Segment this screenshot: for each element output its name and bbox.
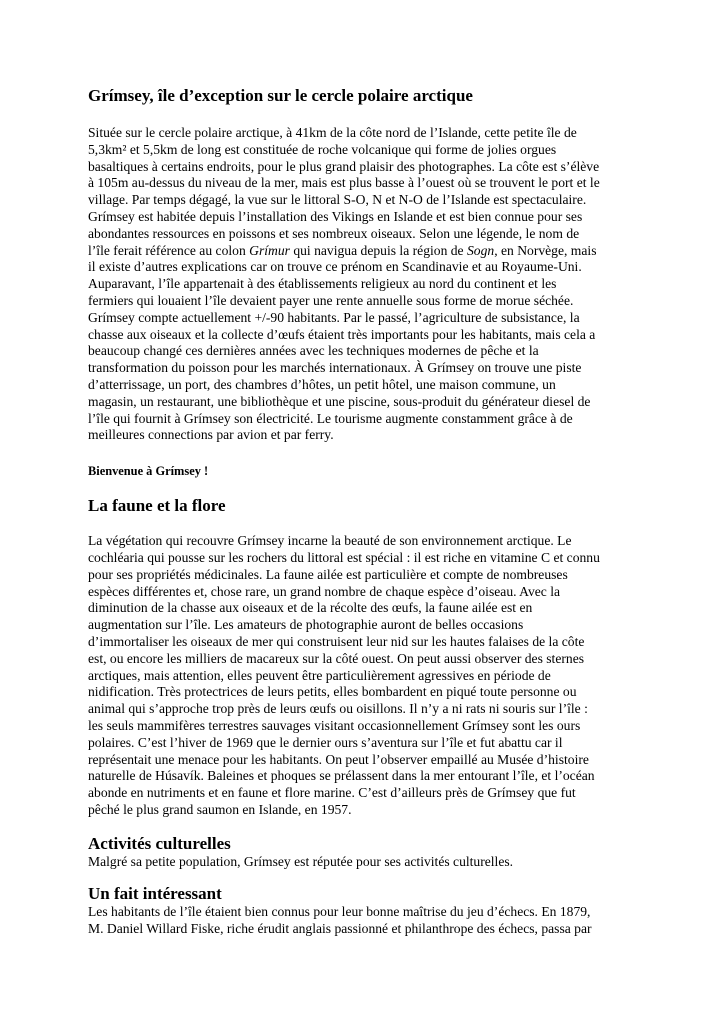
culture-line: Malgré sa petite population, Grímsey est réputée pour ses activités culturelles. <box>88 853 514 869</box>
intro-line-part: qui navigua depuis la région de <box>289 242 467 258</box>
fauna-line: abonde en nutriments et en faune et flore marine. C’est d’ailleurs près de Grímsey que fut <box>88 785 576 801</box>
intro-line-with-names <box>88 243 648 260</box>
fauna-line: les seuls mammifères terrestres sauvages visitant occasionnellement Grímsey sont les ours <box>88 717 581 733</box>
fauna-line: pêché le plus grand saumon en Islande, en 1957. <box>88 801 352 817</box>
fauna-line: augmentation sur l’île. Les amateurs de photographie auront de belles occasions <box>88 617 524 633</box>
culture-paragraph <box>88 854 648 871</box>
fauna-line: cochléaria qui pousse sur les rochers du littoral est spécial : il est riche en vitamine C et connu <box>88 549 600 565</box>
fauna-paragraph <box>88 533 648 819</box>
intro-line: meilleures connections par avion et par ferry. <box>88 427 334 443</box>
fauna-line: diminution de la chasse aux oiseaux et de la récolte des œufs, la faune ailée est en <box>88 600 533 616</box>
fauna-line: est, ou encore les milliers de macareux sur la côté ouest. On peut aussi observer des sternes <box>88 650 585 666</box>
document-content <box>88 86 648 938</box>
name-grimur: Grímur <box>249 242 290 258</box>
section-title-fact: Un fait intéressant <box>88 884 222 904</box>
intro-line: beaucoup changé ces dernières années avec les techniques modernes de pêche et la <box>88 343 539 359</box>
intro-line: transformation du poisson pour les marchés internationaux. À Grímsey on trouve une piste <box>88 360 582 376</box>
welcome-text: Bienvenue à Grímsey ! <box>88 464 209 479</box>
fact-paragraph <box>88 904 648 938</box>
intro-line: magasin, un restaurant, une bibliothèque et une piscine, sous-produit du générateur diesel de <box>88 393 591 409</box>
intro-line: 5,3km² et 5,5km de long est constituée de roche volcanique qui forme de jolies orgues <box>88 141 557 157</box>
intro-line: il existe d’autres explications car on trouve ce prénom en Scandinavie et au Royaume-Uni. <box>88 259 582 275</box>
intro-line-part: l’île ferait référence au colon <box>88 242 250 258</box>
intro-line: à 105m au-dessus du niveau de la mer, mais est plus basse à l’ouest où se trouvent le port et le <box>88 175 600 191</box>
place-sogn: Sogn <box>467 242 495 258</box>
fauna-line: polaires. C’est l’hiver de 1969 que le dernier ours s’aventura sur l’île et fut abattu car il <box>88 734 563 750</box>
intro-line: abondantes ressources en poissons et ses nombreux oiseaux. Selon une légende, le nom de <box>88 225 580 241</box>
intro-line: Grímsey compte actuellement +/-90 habitants. Par le passé, l’agriculture de subsistance, la <box>88 309 580 325</box>
fauna-line: espèces différentes et, chose rare, un grand nombre de chaque espèce d’oiseau. Avec la <box>88 583 561 599</box>
page-title: Grímsey, île d’exception sur le cercle polaire arctique <box>88 86 473 105</box>
intro-line: basaltiques à certains endroits, pour le plus grand plaisir des photographes. La côte est s’élève <box>88 158 600 174</box>
intro-line-part: , en Norvège, mais <box>494 242 597 258</box>
intro-line: village. Par temps dégagé, la vue sur le littoral S-O, N et N-O de l’Islande est spectaculaire. <box>88 192 587 208</box>
intro-line: Grímsey est habitée depuis l’installation des Vikings en Islande et est bien connue pour ses <box>88 208 583 224</box>
intro-line: fermiers qui louaient l’île devaient payer une rente annuelle sous forme de morue séchée. <box>88 292 574 308</box>
fauna-line: arctiques, mais attention, elles peuvent être particulièrement agressives en période de <box>88 667 551 683</box>
fauna-line: nidification. Très protectrices de leurs petits, elles bombardent en piqué toute personne ou <box>88 684 577 700</box>
fauna-line: d’immortaliser les oiseaux de mer qui construisent leur nid sur les hautes falaises de la côte <box>88 633 585 649</box>
fauna-line: La végétation qui recouvre Grímsey incarne la beauté de son environnement arctique. Le <box>88 533 572 549</box>
intro-line: chasse aux oiseaux et la collecte d’œufs étaient très importants pour les habitants, mais cela a <box>88 326 596 342</box>
intro-line: d’atterrissage, un port, des chambres d’hôtes, un petit hôtel, une maison commune, un <box>88 376 556 392</box>
intro-line: l’île qui fournit à Grímsey son électricité. Le tourisme augmente constamment grâce à de <box>88 410 573 426</box>
fact-line: M. Daniel Willard Fiske, riche érudit anglais passionné et philanthrope des échecs, passa par <box>88 921 592 937</box>
fact-line: Les habitants de l’île étaient bien connus pour leur bonne maîtrise du jeu d’échecs. En 1879, <box>88 904 591 920</box>
intro-line: Auparavant, l’île appartenait à des établissements religieux au nord du continent et les <box>88 276 557 292</box>
fauna-line: pour ses propriétés médicinales. La faune ailée est particulière et compte de nombreuses <box>88 566 568 582</box>
fauna-line: naturelle de Húsavík. Baleines et phoques se prélassent dans la mer entourant l’île, et l’océan <box>88 768 595 784</box>
intro-paragraph <box>88 125 648 444</box>
section-title-culture: Activités culturelles <box>88 833 231 853</box>
section-title-fauna: La faune et la flore <box>88 496 226 516</box>
fauna-line: animal qui s’approche trop près de leurs œufs ou oisillons. Il n’y a ni rats ni souris sur l’île : <box>88 701 588 717</box>
fauna-line: représentait une menace pour les habitants. On peut l’observer empaillé au Musée d’histoire <box>88 751 589 767</box>
intro-line: Située sur le cercle polaire arctique, à 41km de la côte nord de l’Islande, cette petite île de <box>88 125 577 140</box>
